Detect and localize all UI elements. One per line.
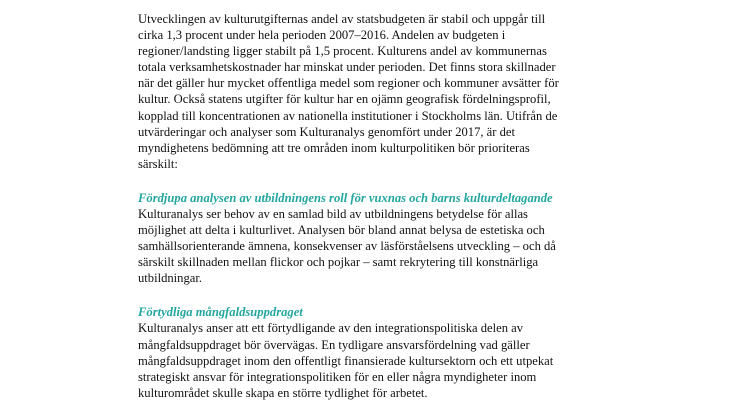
section-body: Kulturanalys ser behov av en samlad bild av utbildningens betydelse för allas möjlighet att delta i kulturlivet. Analysen bör bland annat belysa de estetiska och samhällsorienterande ämnena, konsekvenser av läsförståelsens utveckling – och då särskilt skillnaden mellan flickor och pojkar – samt rekrytering till konstnärliga utbildningar. bbox=[138, 206, 556, 286]
intro-paragraph: Utvecklingen av kulturutgifternas andel av statsbudgeten är stabil och uppgår till cirka 1,3 procent under hela perioden 2007–2016. Andelen av budgeten i regioner/landsting ligger stabilt på 1,5 procent. Kulturens andel av kommunernas totala verksamhetskostnader har minskat under perioden. Det finns stora skillnader när det gäller hur mycket offentliga medel som regioner och kommuner avsätter för kultur. Också statens utgifter för kultur har en ojämn geografisk fördelningsprofil, kopplad till koncentrationen av nationella institutioner i Stockholms län. Utifrån de utvärderingar och analyser som Kulturanalys genomfört under 2017, är det myndighetens bedömning att tre områden inom kulturpolitiken bör prioriteras särskilt: bbox=[138, 12, 559, 171]
section-heading: Förtydliga mångfaldsuppdraget bbox=[138, 305, 303, 320]
section-education bbox=[138, 190, 608, 286]
section-diversity bbox=[138, 304, 608, 400]
section-body: Kulturanalys anser att ett förtydligande av den integrationspolitiska delen av mångfaldsuppdraget bör övervägas. En tydligare ansvarsfördelning vad gäller mångfaldsuppdraget inom den offentligt finansierade kultursektorn och ett utpekat strategiskt ansvar för integrationspolitiken för en eller några myndigheter inom kulturområdet skulle skapa en större tydlighet för arbetet. bbox=[138, 321, 554, 400]
section-heading: Fördjupa analysen av utbildningens roll för vuxnas och barns kulturdeltagande bbox=[138, 190, 553, 205]
document-page bbox=[138, 0, 608, 401]
